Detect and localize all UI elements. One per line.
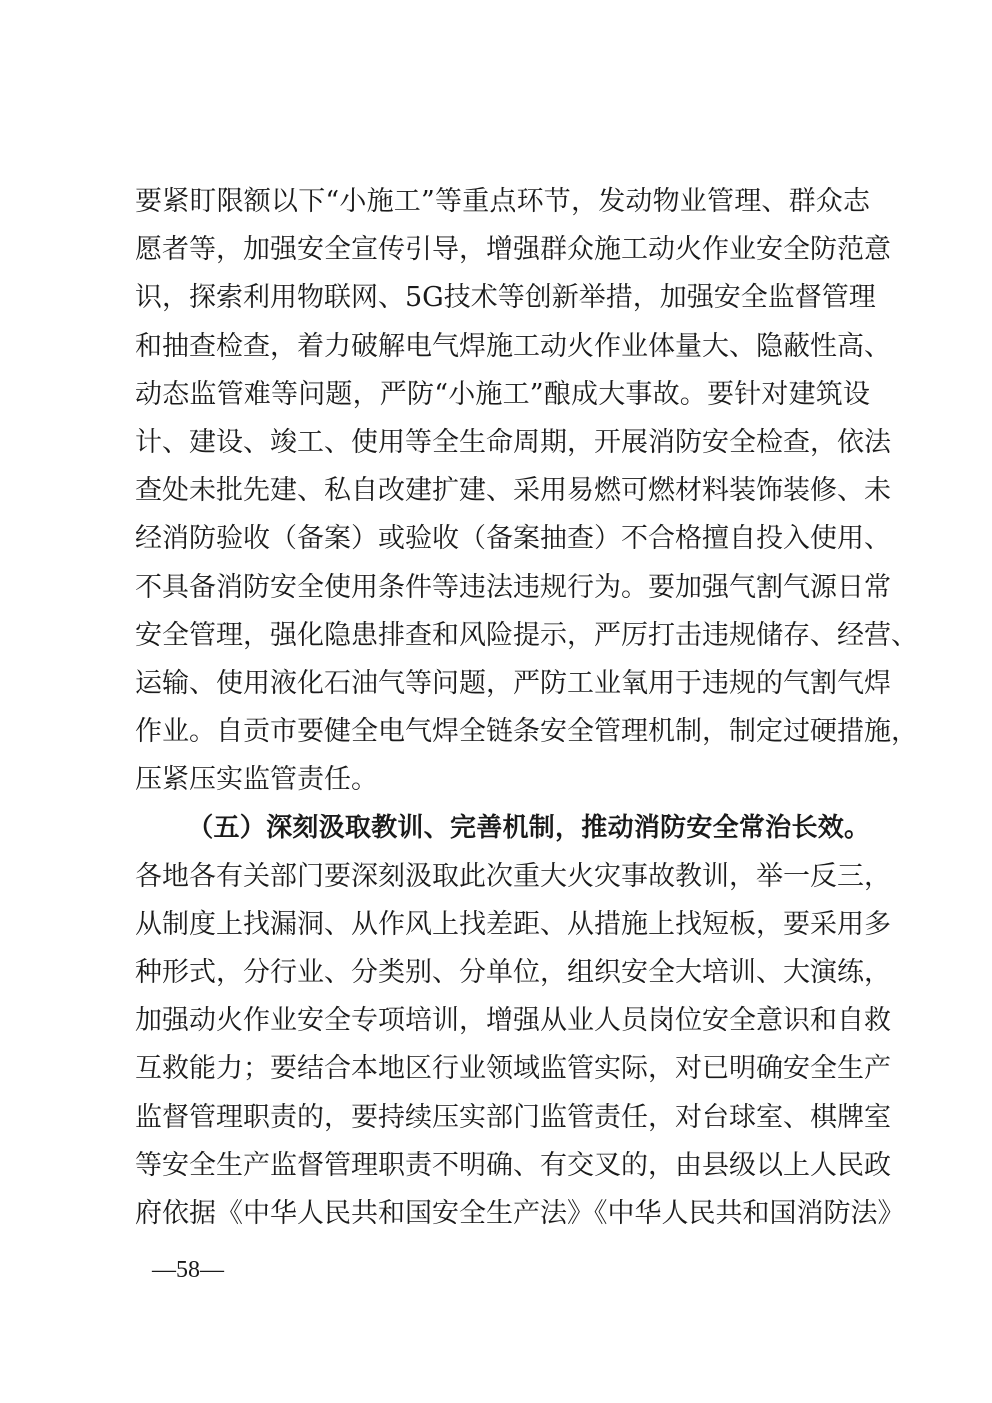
page-number: —58— (152, 1257, 224, 1283)
text-line: 从制度上找漏洞、从作风上找差距、从措施上找短板，要采用多 (135, 908, 891, 940)
text-line: 各地各有关部门要深刻汲取此次重大火灾事故教训，举一反三， (135, 860, 891, 892)
text-line: 和抽查检查，着力破解电气焊施工动火作业体量大、隐蔽性高、 (135, 330, 891, 362)
text-line: 经消防验收（备案）或验收（备案抽查）不合格擅自投入使用、 (135, 523, 891, 555)
text-line: 计、建设、竣工、使用等全生命周期，开展消防安全检查，依法 (135, 426, 891, 458)
text-line: 种形式，分行业、分类别、分单位，组织安全大培训、大演练， (135, 957, 891, 988)
text-line: 安全管理，强化隐患排查和风险提示，严厉打击违规储存、经营、 (135, 619, 918, 651)
text-line: 府依据《中华人民共和国安全生产法》《中华人民共和国消防法》 (135, 1197, 905, 1229)
text-line: 动态监管难等问题，严防“小施工”酿成大事故。要针对建筑设 (135, 378, 870, 410)
text-line: 监督管理职责的，要持续压实部门监管责任，对台球室、棋牌室 (135, 1101, 891, 1133)
body-text (135, 178, 918, 1238)
text-line: 加强动火作业安全专项培训，增强从业人员岗位安全意识和自救 (135, 1005, 891, 1037)
text-line: 压紧压实监管责任。 (135, 764, 378, 796)
section-heading: （五）深刻汲取教训、完善机制，推动消防安全常治长效。 (187, 813, 870, 844)
text-line: 要紧盯限额以下“小施工”等重点环节，发动物业管理、群众志 (135, 186, 870, 217)
text-line: 作业。自贡市要健全电气焊全链条安全管理机制，制定过硬措施， (135, 716, 918, 748)
section-heading-line (135, 804, 870, 852)
text-line: 查处未批先建、私自改建扩建、采用易燃可燃材料装饰装修、未 (135, 475, 891, 507)
text-line: 不具备消防安全使用条件等违法违规行为。要加强气割气源日常 (135, 571, 891, 603)
text-line: 互救能力；要结合本地区行业领域监管实际，对已明确安全生产 (135, 1053, 891, 1085)
text-line: 等安全生产监督管理职责不明确、有交叉的，由县级以上人民政 (135, 1149, 891, 1181)
text-line: 愿者等，加强安全宣传引导，增强群众施工动火作业安全防范意 (135, 234, 891, 266)
text-line: 识，探索利用物联网、5G技术等创新举措，加强安全监督管理 (135, 282, 876, 314)
text-line: 运输、使用液化石油气等问题，严防工业氧用于违规的气割气焊 (135, 667, 891, 699)
